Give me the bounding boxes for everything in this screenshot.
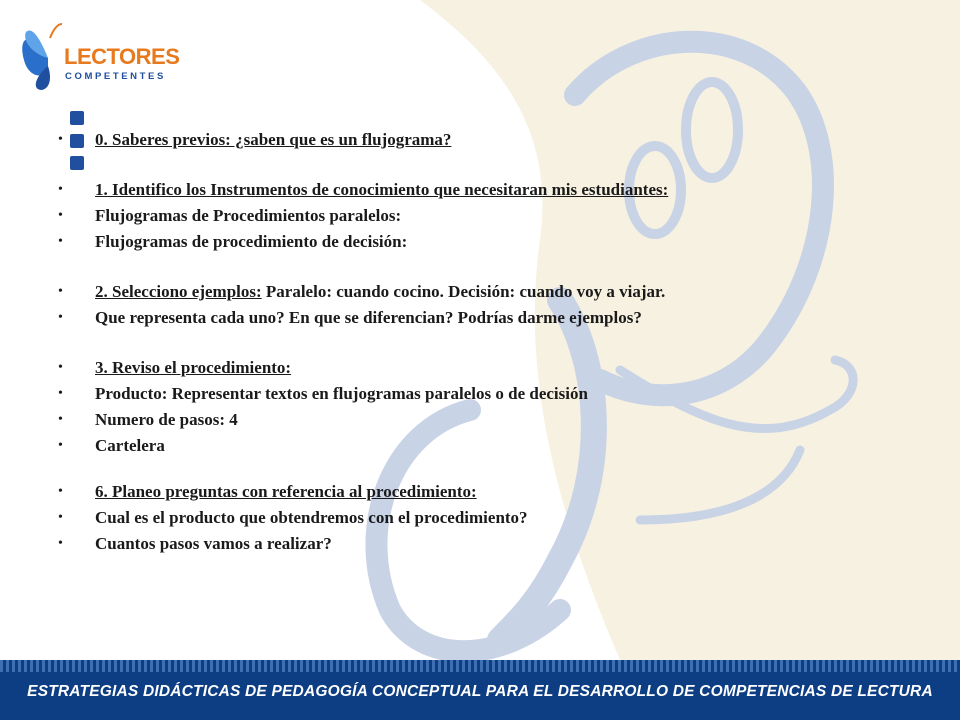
list-item	[58, 531, 928, 557]
bullet-icon: •	[58, 484, 63, 499]
logo-subtitle: COMPETENTES	[65, 71, 166, 82]
list-item	[58, 433, 928, 459]
bullet-icon: •	[58, 182, 63, 197]
list-item	[58, 407, 928, 433]
list-item	[58, 203, 928, 229]
bullet-icon: •	[58, 284, 63, 299]
bullet-icon: •	[58, 536, 63, 551]
item-text: Numero de pasos: 4	[95, 410, 238, 429]
item-text: Paralelo: cuando cocino. Decisión: cuando voy a viajar.	[261, 282, 666, 301]
footer-banner	[0, 660, 960, 720]
bullet-icon: •	[58, 360, 63, 375]
item-text: Flujogramas de Procedimientos paralelos:	[95, 206, 402, 225]
footer-stripes	[0, 660, 960, 672]
bullet-list	[58, 127, 928, 557]
list-item	[58, 479, 928, 505]
bullet-icon: •	[58, 132, 63, 147]
item-underlined: 0. Saberes previos: ¿saben que es un flujograma?	[95, 130, 452, 149]
bullet-icon: •	[58, 386, 63, 401]
list-item	[58, 127, 928, 153]
item-underlined: 2. Selecciono ejemplos:	[95, 282, 262, 301]
item-text: Cartelera	[95, 436, 165, 455]
list-item	[58, 355, 928, 381]
footer-title: ESTRATEGIAS DIDÁCTICAS DE PEDAGOGÍA CONCEPTUAL PARA EL DESARROLLO DE COMPETENCIAS DE LECTURA	[27, 683, 933, 700]
lectores-competentes-logo	[18, 18, 180, 93]
bullet-icon: •	[58, 310, 63, 325]
item-text: Que representa cada uno? En que se diferencian? Podrías darme ejemplos?	[95, 308, 642, 327]
logo-title: LECTORES	[64, 44, 180, 69]
list-item	[58, 381, 928, 407]
list-item	[58, 505, 928, 531]
bullet-icon: •	[58, 234, 63, 249]
list-item	[58, 229, 928, 255]
list-item	[58, 305, 928, 331]
bullet-icon: •	[58, 208, 63, 223]
item-text: Flujogramas de procedimiento de decisión:	[95, 232, 408, 251]
item-text: Cual es el producto que obtendremos con el procedimiento?	[95, 508, 528, 527]
list-item	[58, 177, 928, 203]
item-text: Producto: Representar textos en flujogramas paralelos o de decisión	[95, 384, 588, 403]
item-text: Cuantos pasos vamos a realizar?	[95, 534, 332, 553]
list-item	[58, 279, 928, 305]
bullet-icon: •	[58, 412, 63, 427]
item-underlined: 3. Reviso el procedimiento:	[95, 358, 292, 377]
item-underlined: 6. Planeo preguntas con referencia al procedimiento:	[95, 482, 477, 501]
square-icon	[70, 111, 84, 125]
bullet-icon: •	[58, 510, 63, 525]
item-underlined: 1. Identifico los Instrumentos de conocimiento que necesitaran mis estudiantes:	[95, 180, 669, 199]
bullet-icon: •	[58, 438, 63, 453]
